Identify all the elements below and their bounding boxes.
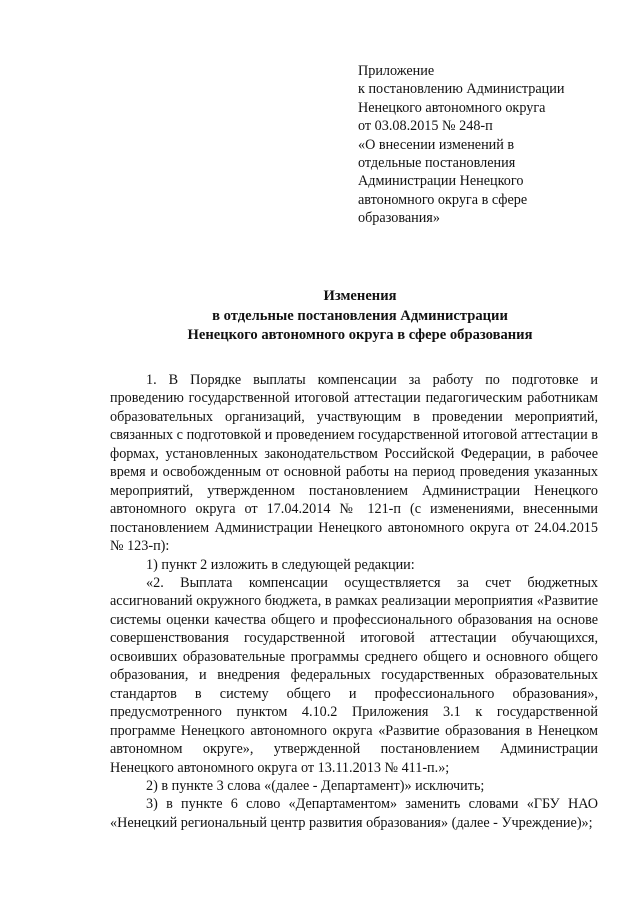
body-paragraph: «2. Выплата компенсации осуществляется за счет бюджетных ассигнований окружного бюджета, в рамках реализации мероприятия «Развитие системы оценки качества общего и профессионального образования на основе совершенствования государственной итоговой аттестации обучающихся, освоивших образовательные программы среднего общего и основного общего образования, и внедрения федеральных государственных образовательных стандартов в систему общего и профессионального образования», предусмотренного пунктом 4.10.2 Приложения 3.1 к государственной программе Ненецкого автономного округа «Развитие образования в Ненецком автономном округе», утвержденной постановлением Администрации Ненецкого автономного округа от 13.11.2013 № 411-п.»; xyxy=(110,574,598,776)
body-paragraph: 3) в пункте 6 слово «Департаментом» заменить словами «ГБУ НАО «Ненецкий региональный центр развития образования» (далее - Учреждение)»; xyxy=(110,796,598,831)
document-body xyxy=(110,371,598,832)
appendix-line: автономного округа в сфере xyxy=(358,191,528,208)
body-paragraph: 1) пункт 2 изложить в следующей редакции: xyxy=(146,556,415,573)
appendix-line: от 03.08.2015 № 248-п xyxy=(358,118,493,135)
document-title xyxy=(60,287,640,346)
appendix-line: Администрации Ненецкого xyxy=(358,173,524,190)
body-paragraph: 1. В Порядке выплаты компенсации за работу по подготовке и проведению государственной итоговой аттестации педагогическим работникам образовательных организаций, участвующим в проведении мероприятий, связанных с подготовкой и проведением государственной итоговой аттестации в формах, установленных законодательством Российской Федерации, в рабочее время и освобожденным от основной работы на период проведения указанных мероприятий, утвержденном постановлением Администрации Ненецкого автономного округа от 17.04.2014 № 121-п (с изменениями, внесенными постановлением Администрации Ненецкого автономного округа от 24.04.2015 № 123-п): xyxy=(110,372,598,555)
title-line: Изменения xyxy=(323,288,397,304)
appendix-line: образования» xyxy=(358,210,440,227)
appendix-line: Ненецкого автономного округа xyxy=(358,99,546,116)
appendix-line: Приложение xyxy=(358,63,435,79)
appendix-line: отдельные постановления xyxy=(358,155,516,172)
title-line: в отдельные постановления Администрации xyxy=(212,307,508,324)
title-line: Ненецкого автономного округа в сфере образования xyxy=(187,327,533,343)
body-paragraph: 2) в пункте 3 слова «(далее - Департамент)» исключить; xyxy=(146,777,485,794)
appendix-block xyxy=(358,62,618,228)
appendix-line: к постановлению Администрации xyxy=(358,81,565,98)
appendix-line: «О внесении изменений в xyxy=(358,136,515,153)
